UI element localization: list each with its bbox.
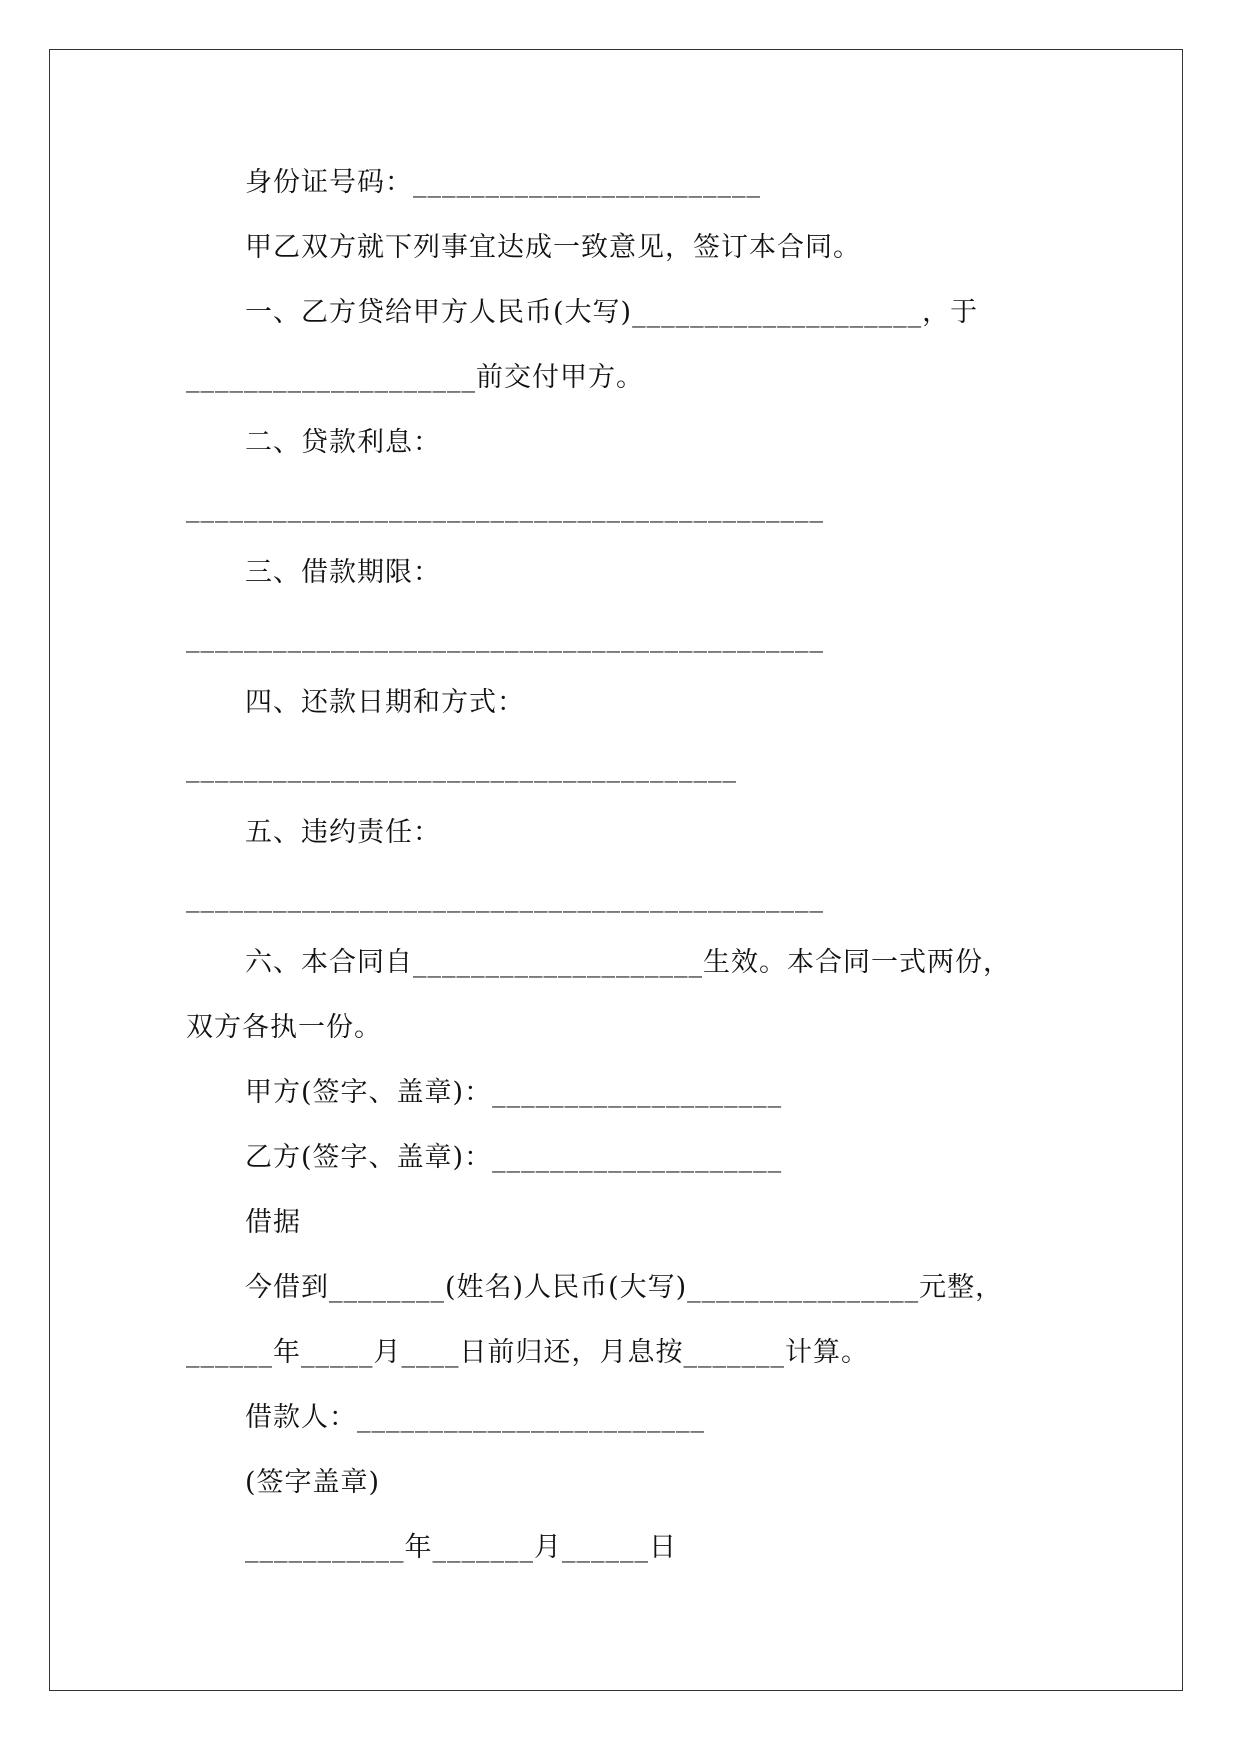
clause-1-loan-amount: 一、乙方贷给甲方人民币(大写)____________________，于 xyxy=(245,297,979,328)
party-a-signature: 甲方(签字、盖章)：____________________ xyxy=(245,1077,783,1108)
clause-4-repayment: 四、还款日期和方式： xyxy=(245,687,525,718)
id-number-line: 身份证号码：________________________ xyxy=(245,167,761,198)
receipt-heading: 借据 xyxy=(245,1207,301,1238)
clause-2-interest: 二、贷款利息： xyxy=(245,427,441,458)
clause-5-blank: ____________________________________________ xyxy=(186,882,824,913)
receipt-return-date-line: ______年_____月____日前归还，月息按_______计算。 xyxy=(186,1337,869,1368)
clause-2-blank: ____________________________________________ xyxy=(186,492,824,523)
clause-4-blank: ______________________________________ xyxy=(186,752,737,783)
clause-3-blank: ____________________________________________ xyxy=(186,622,824,653)
borrower-line: 借款人：________________________ xyxy=(245,1402,705,1433)
agreement-intro: 甲乙双方就下列事宜达成一致意见，签订本合同。 xyxy=(245,232,861,263)
clause-1-delivery-date: ____________________前交付甲方。 xyxy=(186,362,644,393)
clause-6-copies: 双方各执一份。 xyxy=(186,1012,382,1043)
party-b-signature: 乙方(签字、盖章)：____________________ xyxy=(245,1142,783,1173)
clause-6-effective: 六、本合同自____________________生效。本合同一式两份， xyxy=(245,947,1011,978)
clause-3-term: 三、借款期限： xyxy=(245,557,441,588)
sign-seal-note: (签字盖章) xyxy=(245,1467,381,1498)
clause-5-liability: 五、违约责任： xyxy=(245,817,441,848)
receipt-borrowed-line: 今借到________(姓名)人民币(大写)________________元整， xyxy=(245,1272,1004,1303)
date-line: ___________年_______月______日 xyxy=(245,1532,677,1563)
